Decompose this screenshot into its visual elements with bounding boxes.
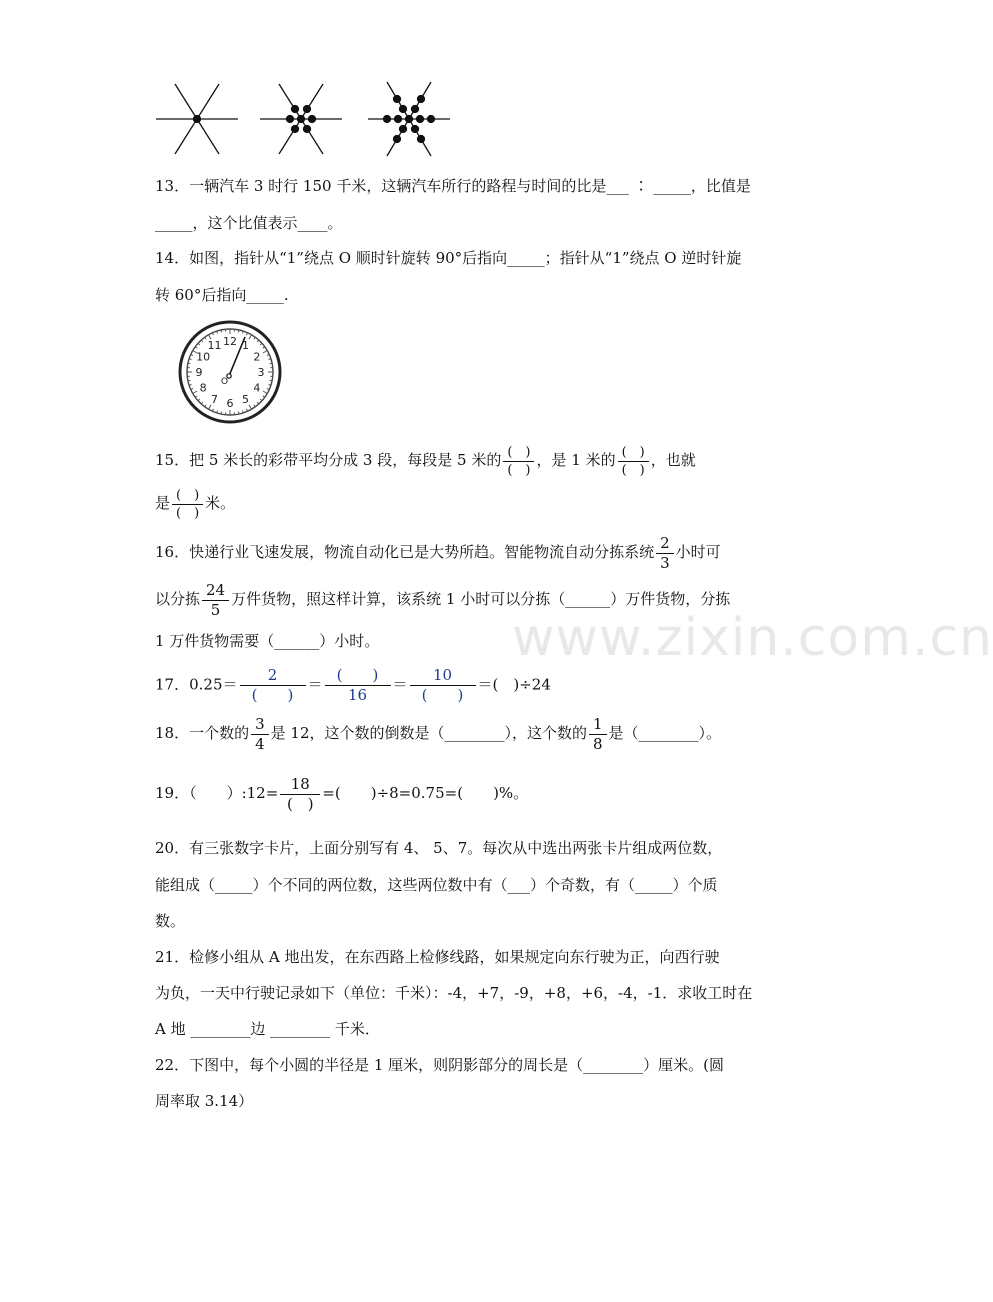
star-line-figures — [150, 76, 460, 158]
question-18: 18．一个数的 $\frac{3}{4}$ 是 12，这个数的倒数是（________），这个数的 $\frac{1}{8}$ 是（________）。 — [155, 714, 722, 753]
question-20-line-2: 能组成（_____）个不同的两位数，这些两位数中有（___）个奇数，有（_____）个质 — [155, 876, 718, 894]
clock-tick — [221, 412, 222, 414]
question-21-line-2: 为负，一天中行驶记录如下（单位：千米）：-4，+7，-9，+8，+6，-4，-1．求收工时在 — [155, 984, 753, 1002]
question-20-line-1: 20．有三张数字卡片，上面分别写有 4、 5、7。每次从中选出两张卡片组成两位数， — [155, 839, 723, 857]
question-16-line-2: 以分拣 $\frac{24}{5}$ 万件货物，照这样计算，该系统 1 小时可以分拣（______）万件货物，分拣 — [155, 580, 731, 619]
clock-tick — [188, 380, 190, 381]
clock-number: 10 — [196, 350, 211, 364]
clock-number: 8 — [199, 381, 207, 395]
question-14-line-2: 转 60°后指向_____. — [155, 286, 289, 304]
clock-figure — [174, 318, 286, 426]
clock-number: 9 — [195, 366, 203, 379]
star-line-figure-1 — [156, 84, 238, 154]
clock-tick — [238, 412, 239, 414]
star-line-figure-3 — [368, 82, 450, 156]
question-15-line-1: 15．把 5 米长的彩带平均分成 3 段，每段是 5 米的 $\frac{( )}{( )}$ ，是 1 米的 $\frac{( )}{( )}$ ，也就 — [155, 444, 696, 478]
question-13-line-2: _____，这个比值表示____。 — [155, 214, 343, 232]
question-21-line-3: A 地 ________边 ________ 千米． — [155, 1020, 380, 1038]
question-13-line-1: 13．一辆汽车 3 时行 150 千米，这辆汽车所行的路程与时间的比是___ ∶ _____，比值是 — [155, 177, 751, 195]
clock-tick — [221, 330, 222, 332]
clock-tick — [270, 380, 272, 381]
question-21-line-1: 21．检修小组从 A 地出发，在东西路上检修线路，如果规定向东行驶为正，向西行驶 — [155, 948, 720, 966]
clock-number: 5 — [242, 392, 249, 406]
question-17: 17．0.25＝ $\frac{2}{( )}$ ＝ $\frac{( )}{16}$ ＝ $\frac{10}{( )}$ ＝( )÷24 — [155, 666, 551, 704]
question-22-line-1: 22．下图中，每个小圆的半径是 1 厘米，则阴影部分的周长是（________）厘米。(圆 — [155, 1056, 725, 1074]
question-14-line-1: 14．如图，指针从“1”绕点 O 顺时针旋转 90°后指向_____；指针从“1”绕点 O 逆时针旋 — [155, 249, 742, 267]
star-line-figure-2 — [260, 84, 342, 154]
question-16-line-1: 16．快递行业飞速发展，物流自动化已是大势所趋。智能物流自动分拣系统 $\frac{2}{3}$ 小时可 — [155, 533, 721, 572]
question-22-line-2: 周率取 3.14） — [155, 1092, 254, 1110]
watermark: www.zixin.com.cn — [512, 608, 993, 668]
clock-number: 2 — [253, 350, 261, 364]
clock-number: 7 — [211, 392, 218, 406]
clock-tick — [238, 330, 239, 332]
question-20-line-3: 数。 — [155, 912, 186, 930]
clock-tick — [188, 363, 190, 364]
clock-number: 6 — [226, 397, 234, 410]
clock-number: 1 — [242, 339, 249, 353]
question-16-line-3: 1 万件货物需要（______）小时。 — [155, 632, 380, 650]
clock-center-label: O — [221, 377, 229, 387]
clock-number: 3 — [257, 366, 265, 379]
clock-number: 4 — [253, 381, 261, 395]
clock-number: 11 — [207, 339, 222, 353]
clock-tick — [270, 363, 272, 364]
clock-number: 12 — [223, 335, 237, 348]
question-19: 19．（ ）:12= $\frac{18}{( )}$ =( )÷8=0.75=( )%。 — [155, 774, 529, 813]
question-15-line-2: 是 $\frac{( )}{( )}$ 米。 — [155, 487, 236, 521]
